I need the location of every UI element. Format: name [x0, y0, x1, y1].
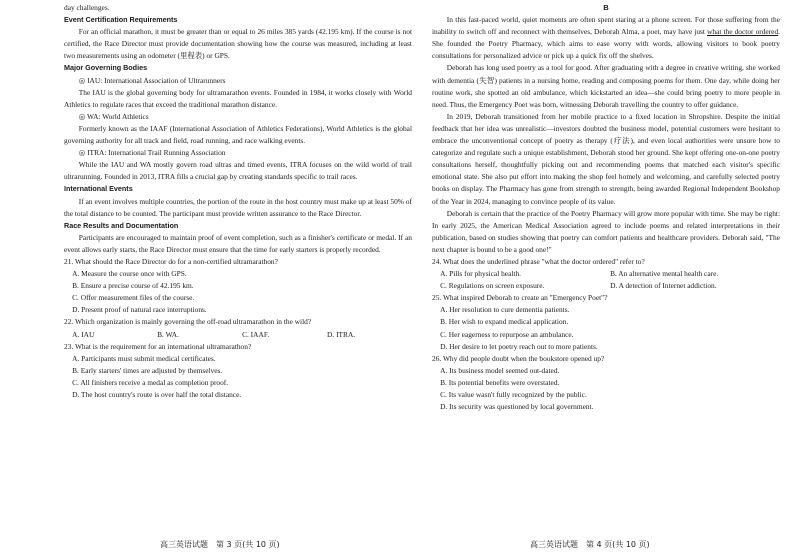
q21-option-b[interactable]: B. Ensure a precise course of 42.195 km.	[72, 281, 194, 291]
right-page-column	[432, 2, 780, 413]
q24-option-a[interactable]: A. Pills for physical health.	[440, 269, 521, 279]
q24-options	[432, 268, 780, 292]
iau-title: ◎ IAU: International Association of Ultrarunners	[78, 75, 226, 85]
passage-paragraph-2: Deborah has long used poetry as a tool for good. After graduating with a degree in creative writing, she worked with dementia (失智) patients in a nursing home, reading and composing poems for them. One day, while doing her routine work, she spotted an old ambulance, which kickstarted an idea—she could bring poetry to more people in need. Thus, the Emergency Poet was born, witnessing Deborah travelling the country to offer guidance.	[432, 63, 780, 109]
q24-option-b[interactable]: B. An alternative mental health care.	[610, 269, 719, 279]
governing-heading: Major Governing Bodies	[64, 63, 148, 73]
wa-text: Formerly known as the IAAF (International Association of Athletics Federations), World Athletics is the global governing authority for all track and field, road running, and race walking events.	[64, 123, 412, 146]
q23-option-b[interactable]: B. Early starters' times are adjusted by themselves.	[72, 365, 223, 375]
q23-option-d[interactable]: D. The host country's route is over half the total distance.	[72, 390, 242, 399]
section-letter: B	[603, 3, 609, 12]
q26-option-b[interactable]: B. Its potential benefits were overstated.	[440, 377, 560, 387]
q22-option-d[interactable]: D. ITRA.	[327, 329, 356, 339]
q21-option-a[interactable]: A. Measure the course once with GPS.	[72, 269, 187, 279]
question-22: 22. Which organization is mainly governing the off-road ultramarathon in the wild?	[64, 317, 312, 327]
question-26: 26. Why did people doubt when the bookstore opened up?	[432, 353, 605, 363]
q25-option-b[interactable]: B. Her wish to expand medical application.	[440, 317, 569, 327]
question-25: 25. What inspired Deborah to create an "Emergency Poet"?	[432, 293, 608, 303]
page-footer-left: 高三英语试题 第 3 页(共 10 页)	[160, 540, 280, 549]
wa-title: ◎ WA: World Athletics	[78, 111, 149, 121]
q23-option-a[interactable]: A. Participants must submit medical certificates.	[72, 353, 216, 363]
q22-option-a[interactable]: A. IAU	[72, 329, 95, 339]
q21-option-c[interactable]: C. Offer measurement files of the course.	[72, 293, 195, 303]
q25-option-a[interactable]: A. Her resolution to cure dementia patients.	[440, 305, 570, 315]
left-page-column	[64, 2, 412, 401]
q26-option-c[interactable]: C. Its value wasn't fully recognized by the public.	[440, 390, 587, 399]
q26-option-d[interactable]: D. Its security was questioned by local government.	[440, 402, 594, 412]
q24-option-c[interactable]: C. Regulations on screen exposure.	[440, 281, 545, 291]
passage-paragraph-4: Deborah is certain that the practice of the Poetry Pharmacy will grow more popular with time. She may be right: In early 2025, the American Medical Association agreed to include poems and related interpretations in their publication, based on studies showing that poetry can comfort patients and healthcare providers. Deborah said, "The next chapter is bound to be a good one!"	[432, 208, 780, 254]
page-footer-right: 高三英语试题 第 4 页(共 10 页)	[530, 540, 650, 549]
cert-paragraph: For an official marathon, it must be greater than or equal to 26 miles 385 yards (42.195 km). If the course is not certified, the Race Director must provide documentation showing how the course was measured, including at least two measurements using an odometer (里程表) or GPS.	[64, 27, 412, 61]
question-23: 23. What is the requirement for an international ultramarathon?	[64, 341, 252, 351]
passage-paragraph-3: In 2019, Deborah transitioned from her mobile practice to a fixed location in Shropshire. Despite the initial feedback that her idea was unrealistic—investors doubted the business model, potential customers were hesitant to embrace the unconventional concept of poetry as therapy (疗法), and even local authorities were unsure how to categorize and regulate such a unique establishment, Deborah stood her ground. She kept offering one-on-one poetry consultations herself, thoughtfully picking out and recommending poems that matched each visitor's specific emotional state. She also put effort into making the shop feel homely and welcoming, and carefully selected poetry books on display. The Pharmacy has gone from strength to strength, being awarded Regional Independent Bookshop of the Year in 2024, managing to convince people of its value.	[432, 111, 780, 206]
q22-option-b[interactable]: B. WA.	[157, 329, 179, 339]
p1-part-b: . She founded the Poetry Pharmacy, which aims to ease worry with words, allowing visitors to book poetry consultations for personalized advice or pick up a quick fix off the shelves.	[432, 27, 780, 61]
q24-option-d[interactable]: D. A detection of Internet addiction.	[610, 281, 717, 291]
itra-text: While the IAU and WA mostly govern road ultras and timed events, ITRA focuses on the wild world of trail ultrarunning. Founded in 2013, ITRA fills a crucial gap by creating standards specific to trail races.	[64, 160, 412, 182]
passage-paragraph-1	[432, 14, 780, 62]
international-text: If an event involves multiple countries, the portion of the route in the host country must make up at least 50% of the total distance to be counted. The participant must provide written assurance to the Race Director.	[64, 196, 412, 218]
results-text: Participants are encouraged to maintain proof of event completion, such as a finisher's certificate or medal. If an event allows early starts, the Race Director must ensure that the time for early starters is properly recorded.	[64, 232, 412, 254]
international-heading: International Events	[64, 184, 133, 194]
q22-options	[64, 329, 412, 341]
cert-heading: Event Certification Requirements	[64, 15, 178, 25]
iau-text: The IAU is the global governing body for ultramarathon events. Founded in 1984, it works closely with World Athletics to regulate races that exceed the traditional marathon distance.	[64, 87, 412, 109]
q26-option-a[interactable]: A. Its business model seemed out-dated.	[440, 365, 560, 375]
intro-tail: day challenges.	[64, 3, 110, 12]
q25-option-c[interactable]: C. Her eagerness to repurpose an ambulance.	[440, 329, 574, 339]
question-21: 21. What should the Race Director do for a non-certified ultramarathon?	[64, 256, 278, 266]
q22-option-c[interactable]: C. IAAF.	[242, 329, 270, 339]
p1-part-a: In this fast-paced world, quiet moments are often spent staring at a phone screen. For those suffering from the inability to switch off and reconnect with themselves, Deborah Alma, a poet, may have just	[432, 15, 780, 37]
q25-option-d[interactable]: D. Her desire to let poetry reach out to more patients.	[440, 341, 598, 351]
q21-option-d[interactable]: D. Present proof of natural race interruptions.	[72, 305, 207, 315]
q23-option-c[interactable]: C. All finishers receive a medal as completion proof.	[72, 377, 229, 387]
results-heading: Race Results and Documentation	[64, 220, 179, 230]
underlined-phrase: what the doctor ordered	[707, 27, 779, 37]
itra-title: ◎ ITRA: International Trail Running Association	[78, 148, 226, 158]
question-24: 24. What does the underlined phrase "what the doctor ordered" refer to?	[432, 256, 645, 266]
